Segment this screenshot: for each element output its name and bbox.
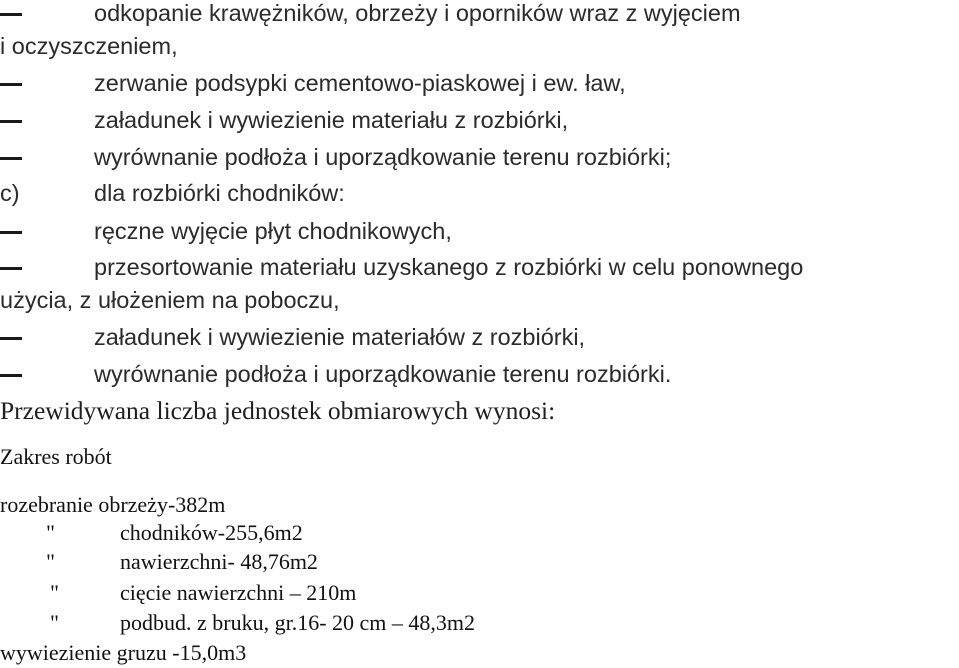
- scope-item-text: podbud. z bruku, gr.16- 20 cm – 48,3m2: [120, 610, 476, 635]
- list-line-text: zerwanie podsypki cementowo-piaskowej i ew. ław,: [94, 70, 626, 96]
- summary-sentence: Przewidywana liczba jednostek obmiarowych wynosi:: [0, 396, 556, 425]
- dash-bullet-icon: [0, 83, 22, 86]
- list-line-text: i oczyszczeniem,: [0, 33, 178, 59]
- section-marker: c): [0, 180, 20, 206]
- list-line-text: odkopanie krawężników, obrzeży i oporników wraz z wyjęciem: [94, 0, 741, 26]
- scope-heading: Zakres robót: [0, 444, 112, 469]
- list-line-text: wyrównanie podłoża i uporządkowanie terenu rozbiórki;: [94, 144, 672, 170]
- list-line-text: przesortowanie materiału uzyskanego z rozbiórki w celu ponownego: [94, 254, 804, 280]
- dash-bullet-icon: [0, 337, 22, 340]
- list-line-text: załadunek i wywiezienie materiałów z rozbiórki,: [94, 324, 586, 350]
- scope-item-text: cięcie nawierzchni – 210m: [120, 580, 357, 605]
- dash-bullet-icon: [0, 13, 22, 16]
- ditto-mark: ": [46, 520, 55, 545]
- scope-item-text: nawierzchni- 48,76m2: [120, 549, 318, 574]
- dash-bullet-icon: [0, 120, 22, 123]
- ditto-mark: ": [50, 580, 59, 605]
- scope-item-text: rozebranie obrzeży-382m: [0, 492, 226, 517]
- list-line-text: wyrównanie podłoża i uporządkowanie terenu rozbiórki.: [94, 361, 672, 387]
- dash-bullet-icon: [0, 157, 22, 160]
- ditto-mark: ": [46, 549, 55, 574]
- list-line-text: załadunek i wywiezienie materiału z rozbiórki,: [94, 107, 569, 133]
- list-line-text: użycia, z ułożeniem na poboczu,: [0, 287, 340, 313]
- dash-bullet-icon: [0, 231, 22, 234]
- scope-item-text: wywiezienie gruzu -15,0m3: [0, 640, 247, 665]
- dash-bullet-icon: [0, 374, 22, 377]
- ditto-mark: ": [50, 610, 59, 635]
- list-line-text: dla rozbiórki chodników:: [94, 180, 345, 206]
- scope-item-text: chodników-255,6m2: [120, 520, 303, 545]
- dash-bullet-icon: [0, 267, 22, 270]
- list-line-text: ręczne wyjęcie płyt chodnikowych,: [94, 218, 452, 244]
